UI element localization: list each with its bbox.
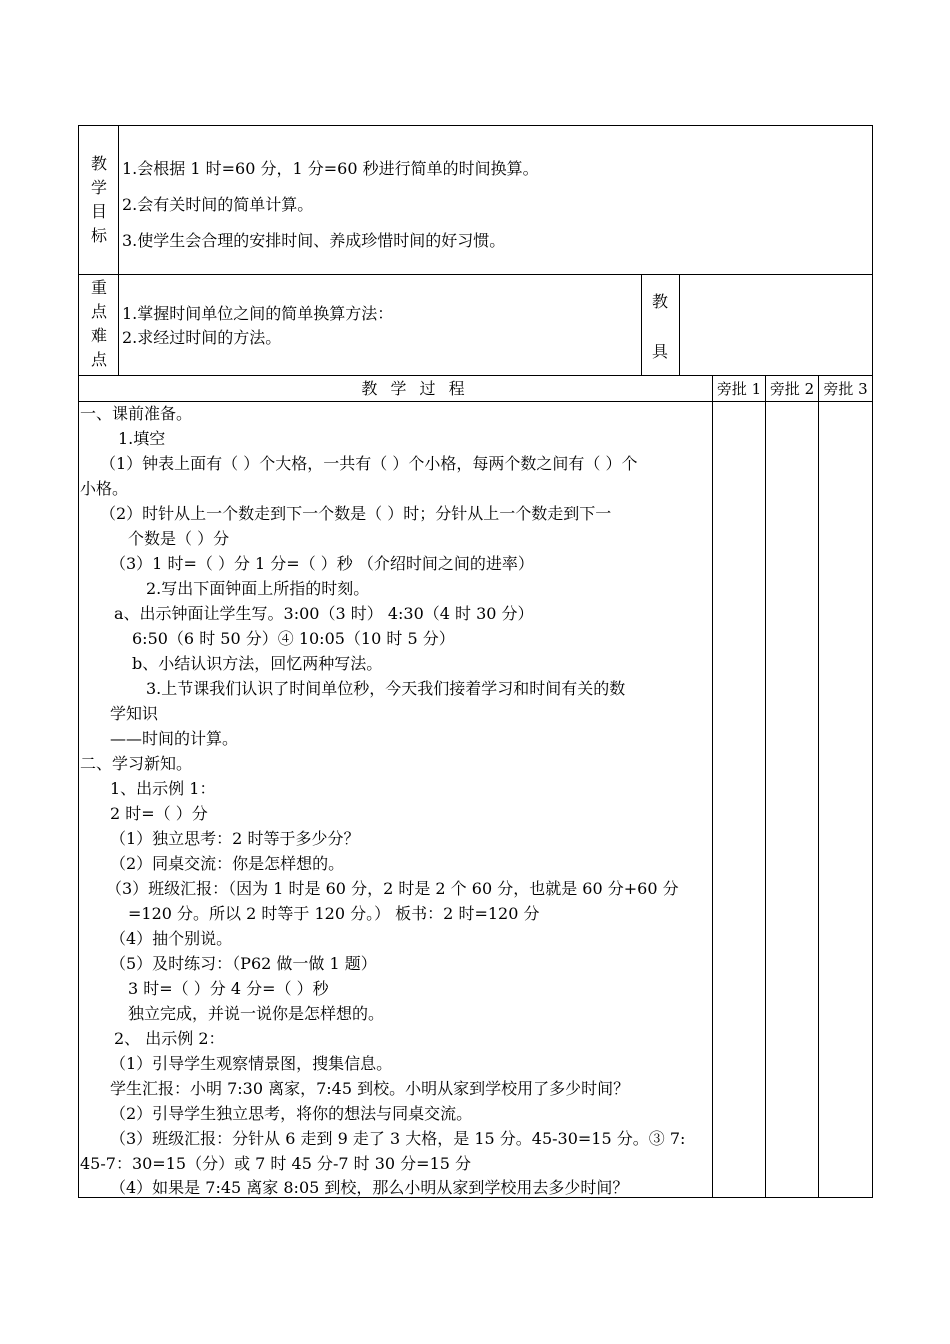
- table-left-border: [78, 125, 79, 1198]
- goals-bottom-border: [78, 274, 873, 275]
- content-line: b、小结认识方法，回忆两种写法。: [132, 654, 383, 673]
- content-line: （3）班级汇报：分针从 6 走到 9 走了 3 大格，是 15 分。45-30=15 分。③ 7:: [110, 1129, 686, 1148]
- content-line: （2）时针从上一个数走到下一个数是（ ）时；分针从上一个数走到下一: [100, 504, 612, 523]
- content-line: （3）班级汇报：（因为 1 时是 60 分，2 时是 2 个 60 分，也就是 60 分+60 分: [106, 879, 679, 898]
- content-line: 一、课前准备。: [80, 404, 193, 423]
- content-line: a、出示钟面让学生写。3:00（3 时） 4:30（4 时 30 分）: [114, 604, 534, 623]
- content-line: 学知识: [110, 704, 159, 723]
- tools-label-bottom: 具: [652, 342, 669, 361]
- content-line: （4）如果是 7:45 离家 8:05 到校，那么小明从家到学校用去多少时间？: [110, 1178, 629, 1197]
- keypoint-item-1: 1.掌握时间单位之间的简单换算方法：: [122, 304, 394, 323]
- content-line: （2）引导学生独立思考，将你的想法与同桌交流。: [110, 1104, 473, 1123]
- content-line: 45-7：30=15（分）或 7 时 45 分-7 时 30 分=15 分: [80, 1154, 472, 1173]
- content-line: 2 时=（ ）分: [110, 804, 208, 823]
- label-column-divider: [118, 125, 119, 376]
- notes-divider-2: [765, 375, 766, 1198]
- content-line: =120 分。所以 2 时等于 120 分。） 板书：2 时=120 分: [128, 904, 540, 923]
- content-line: 2.写出下面钟面上所指的时刻。: [146, 579, 370, 598]
- tools-left-divider: [641, 274, 642, 376]
- keypoints-label: 重点难点: [90, 278, 107, 369]
- goal-item-2: 2.会有关时间的简单计算。: [122, 195, 314, 214]
- content-line: （2）同桌交流：你是怎样想的。: [110, 854, 345, 873]
- note-column-2-header: 旁批 2: [769, 380, 815, 398]
- note-column-1-header: 旁批 1: [716, 380, 762, 398]
- goal-item-1: 1.会根据 1 时=60 分，1 分=60 秒进行简单的时间换算。: [122, 159, 539, 178]
- content-line: （3）1 时=（ ）分 1 分=（ ）秒 （介绍时间之间的进率）: [110, 554, 534, 573]
- content-line: 学生汇报：小明 7:30 离家，7:45 到校。小明从家到学校用了多少时间？: [110, 1079, 630, 1098]
- content-line: 2、 出示例 2：: [114, 1029, 225, 1048]
- goal-item-3: 3.使学生会合理的安排时间、养成珍惜时间的好习惯。: [122, 231, 506, 250]
- content-line: （1）钟表上面有（ ）个大格，一共有（ ）个小格，每两个数之间有（ ）个: [100, 454, 638, 473]
- content-line: 3.上节课我们认识了时间单位秒，今天我们接着学习和时间有关的数: [146, 679, 626, 698]
- goals-label: 教学目标: [90, 154, 107, 245]
- content-line: 1、出示例 1：: [110, 779, 216, 798]
- table-top-border: [78, 125, 873, 126]
- content-line: 个数是（ ）分: [128, 529, 230, 548]
- tools-label-top: 教: [652, 292, 669, 311]
- keypoint-item-2: 2.求经过时间的方法。: [122, 328, 282, 347]
- content-line: （1）引导学生观察情景图，搜集信息。: [110, 1054, 393, 1073]
- keypoints-bottom-border: [78, 375, 873, 376]
- process-header-bottom-border: [78, 401, 873, 402]
- note-column-3-header: 旁批 3: [823, 380, 868, 398]
- table-right-border: [872, 125, 873, 1198]
- content-line: ——时间的计算。: [110, 729, 239, 748]
- notes-divider-1: [712, 375, 713, 1198]
- content-line: 6:50（6 时 50 分）④ 10:05（10 时 5 分）: [132, 629, 455, 648]
- content-line: （1）独立思考：2 时等于多少分？: [110, 829, 360, 848]
- content-line: （4）抽个别说。: [110, 929, 233, 948]
- notes-divider-3: [818, 375, 819, 1198]
- content-line: （5）及时练习：（P62 做一做 1 题）: [110, 954, 377, 973]
- content-line: 二、学习新知。: [80, 754, 193, 773]
- process-title: 教 学 过 程: [361, 379, 469, 398]
- tools-right-divider: [679, 274, 680, 376]
- content-line: 独立完成，并说一说你是怎样想的。: [128, 1004, 385, 1023]
- content-line: 小格。: [80, 479, 129, 498]
- content-line: 1.填空: [118, 429, 166, 448]
- content-line: 3 时=（ ）分 4 分=（ ）秒: [128, 979, 329, 998]
